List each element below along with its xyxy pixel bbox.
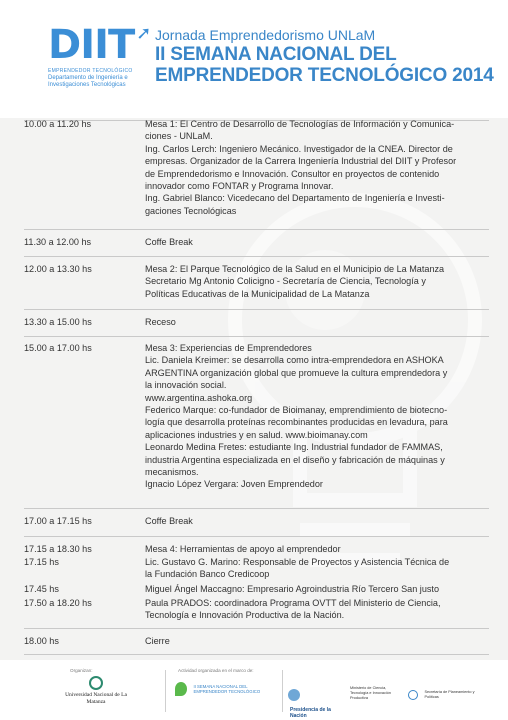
agenda-line: de Emprendedorismo e Innovación. Consultor en proyectos de contenido: [145, 168, 440, 179]
agenda-line: Tecnología e Innovación Productiva de la Nación.: [145, 610, 345, 621]
agenda-time: 13.30 a 15.00 hs: [24, 317, 92, 327]
secretaria-icon: [408, 690, 418, 700]
diit-logo: [48, 22, 152, 89]
agenda-line: Mesa 3: Experiencias de Emprendedores: [145, 343, 312, 353]
leaf-icon: [175, 682, 187, 696]
agenda-time: 10.00 a 11.20 hs: [24, 119, 92, 129]
footer-logos: [0, 660, 508, 720]
agenda-description: [145, 635, 473, 647]
agenda-line: Coffe Break: [145, 516, 193, 526]
agenda-line: Políticas Educativas de la Municipalidad de La Matanza: [145, 288, 370, 299]
framework-label: Actividad organizada en el marco de:: [178, 668, 254, 673]
divider: [24, 309, 489, 310]
agenda-description: [145, 543, 473, 555]
unlam-emblem-icon: [89, 676, 103, 690]
agenda-time: 17.00 a 17.15 hs: [24, 516, 92, 526]
ministerio-name: Ministerio de Ciencia, Tecnología e Innovación Productiva: [350, 686, 391, 700]
agenda-line: Ing. Carlos Lerch: Ingeniero Mecánico. Investigador de la CNEA. Director de: [145, 143, 453, 154]
agenda-line: Federico Marque: co-fundador de Bioimanay, emprendimiento de biotecno-: [145, 405, 448, 416]
divider: [24, 229, 489, 230]
semana-logo: [175, 680, 275, 698]
agenda-description: [145, 597, 473, 622]
title-block: [155, 26, 500, 86]
agenda-line: Lic. Gustavo G. Marino: Responsable de Proyectos y Asistencia Técnica de: [145, 557, 450, 567]
divider: [24, 336, 489, 337]
event-title-line-2: EMPRENDEDOR TECNOLÓGICO 2014: [155, 65, 494, 86]
semana-name: II SEMANA NACIONAL DEL EMPRENDEDOR TECNOLÓGICO: [193, 683, 261, 694]
logo-subtitle: EMPRENDEDOR TECNOLÓGICO: [48, 68, 133, 74]
secretaria-logo: [408, 686, 488, 704]
agenda-line: Mesa 2: El Parque Tecnológico de la Salud en el Municipio de La Matanza: [145, 264, 445, 274]
organizers-label: Organizan:: [70, 668, 93, 673]
agenda-line: Mesa 4: Herramientas de apoyo al emprendedor: [145, 544, 341, 554]
presidencia-name: Presidencia de la Nación: [290, 706, 331, 719]
logo-wordmark: DIIT: [48, 22, 135, 68]
unlam-logo: [64, 676, 128, 705]
presidencia-logo: [288, 686, 348, 720]
agenda-description: [145, 316, 473, 328]
agenda-line: Ing. Gabriel Blanco: Vicedecano del Departamento de Ingeniería e Investi-: [145, 193, 445, 204]
agenda-line: la Fundación Banco Credicoop: [145, 569, 270, 580]
agenda-line: aplicaciones industries y en salud. www.bioimanay.com: [145, 429, 368, 440]
agenda-description: [145, 236, 473, 248]
agenda-time: 17.15 hs: [24, 557, 59, 567]
agenda-line: Lic. Daniela Kreimer: se desarrolla como intra-emprendedora en ASHOKA: [145, 355, 444, 366]
divider: [24, 628, 489, 629]
divider: [24, 256, 489, 257]
agenda-line: Ignacio López Vergara: Joven Emprendedor: [145, 479, 323, 490]
agenda-line: mecanismos.: [145, 467, 199, 478]
agenda-line: Coffe Break: [145, 237, 193, 247]
agenda-description: [145, 515, 473, 527]
agenda-time: 17.45 hs: [24, 584, 59, 594]
agenda-time: 18.00 hs: [24, 636, 59, 646]
arrow-up-icon: ➚: [136, 23, 152, 43]
secretaria-name: Secretaría de Planeamiento y Políticas: [424, 689, 475, 699]
logo-department: Departamento de Ingeniería e Investigaciones Tecnológicas: [48, 75, 128, 88]
agenda-line: Miguel Ángel Maccagno: Empresario Agroindustria Río Tercero San justo: [145, 584, 440, 594]
agenda-line: Leonardo Medina Fretes: estudiante Ing. Industrial fundador de FAMMAS,: [145, 442, 443, 453]
divider: [165, 670, 166, 712]
event-kicker: Jornada Emprendedorismo UNLaM: [155, 27, 376, 43]
agenda-description: [145, 342, 473, 491]
sun-emblem-icon: [288, 689, 300, 701]
agenda-line: Secretario Mg Antonio Colicigno - Secretaría de Ciencia, Tecnología y: [145, 276, 426, 287]
divider: [282, 670, 283, 712]
agenda-line: empresas. Organizador de la Carrera Ingeniería Industrial del DIIT y Profesor: [145, 156, 457, 167]
agenda-line: www.argentina.ashoka.org: [145, 392, 253, 403]
agenda-time: 15.00 a 17.00 hs: [24, 343, 92, 353]
event-title-line-1: II SEMANA NACIONAL DEL: [155, 44, 397, 65]
agenda-line: Cierre: [145, 636, 170, 646]
agenda-line: innovador como FONTAR y Programa Innovar.: [145, 181, 334, 192]
agenda-line: gaciones Tecnológicas: [145, 205, 237, 216]
header: [0, 0, 508, 118]
agenda-description: [145, 556, 473, 581]
agenda-time: 11.30 a 12.00 hs: [24, 237, 92, 247]
agenda-line: la innovación social.: [145, 380, 227, 391]
agenda-line: industria Argentina especializada en el diseño y fabricación de máquinas y: [145, 454, 445, 465]
agenda-time: 17.15 a 18.30 hs: [24, 544, 92, 554]
agenda-description: [145, 118, 473, 217]
agenda-description: [145, 263, 473, 300]
agenda-time: 17.50 a 18.20 hs: [24, 598, 92, 608]
agenda-line: ARGENTINA organización global que promueve la cultura emprendedora y: [145, 367, 448, 378]
agenda-time: 12.00 a 13.30 hs: [24, 264, 92, 274]
agenda-line: Receso: [145, 317, 176, 327]
agenda-line: logía que desarrolla proteínas recombinantes producidas en levadura, para: [145, 417, 448, 428]
divider: [24, 508, 489, 509]
agenda-line: Paula PRADOS: coordinadora Programa OVTT del Ministerio de Ciencia,: [145, 598, 441, 608]
agenda-description: [145, 583, 473, 595]
agenda-line: ciones - UNLaM.: [145, 131, 213, 142]
divider: [24, 536, 489, 537]
unlam-name: Universidad Nacional de La Matanza: [65, 692, 127, 705]
divider: [24, 654, 489, 655]
agenda-line: Mesa 1: El Centro de Desarrollo de Tecnologías de Información y Comunica-: [145, 119, 455, 129]
